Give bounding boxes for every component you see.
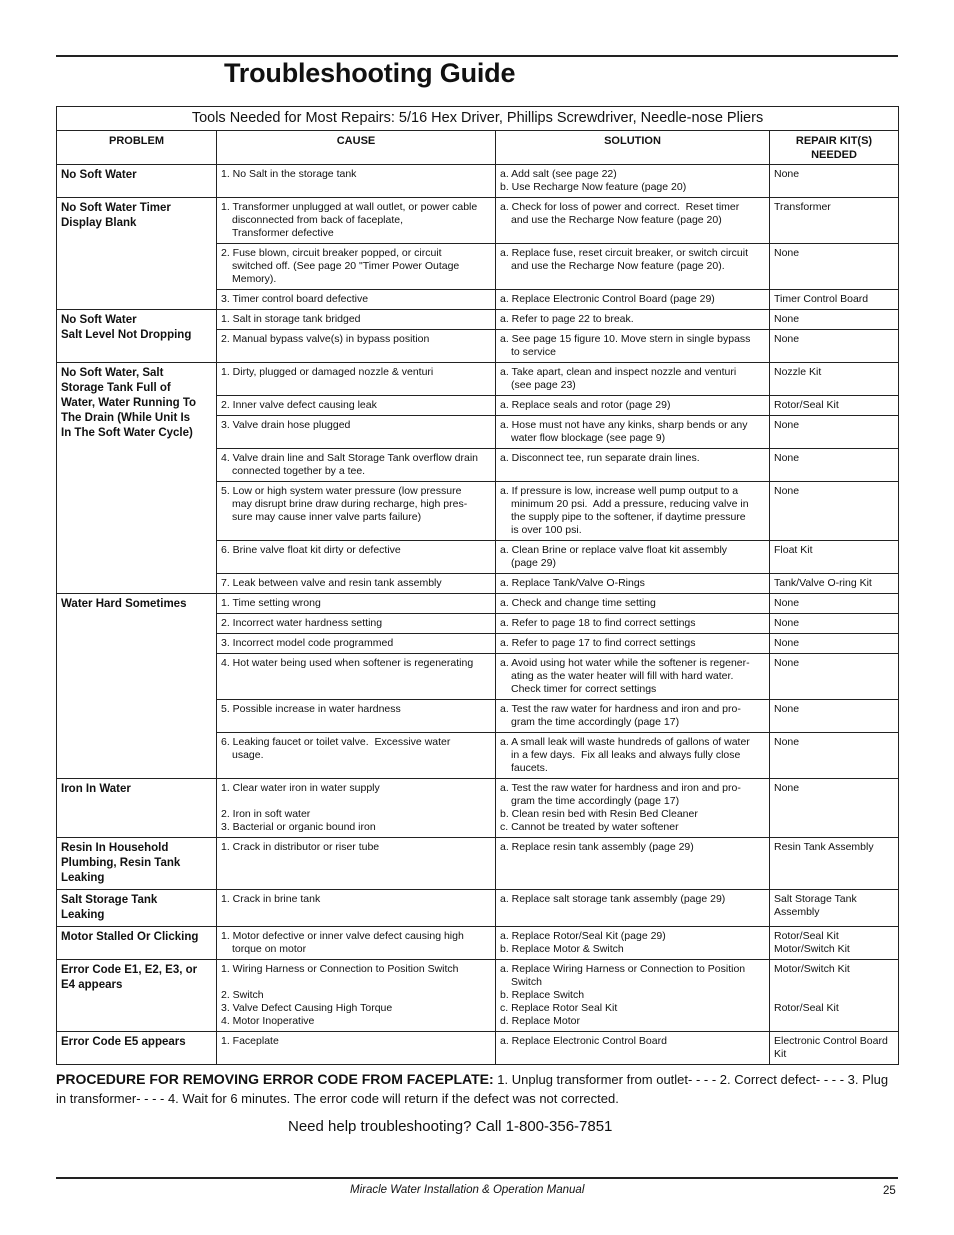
cell-line: Electronic Control Board [774, 1035, 888, 1047]
cell-line: 1. Salt in storage tank bridged [221, 313, 361, 325]
cause-cell [217, 733, 496, 779]
repair-kit-cell [770, 396, 899, 416]
cell-line: connected together by a tee. [232, 465, 366, 477]
table-row [57, 165, 899, 198]
cell-line: None [774, 782, 800, 794]
solution-cell [496, 330, 770, 363]
repair-kit-header-line2: NEEDED [811, 149, 857, 161]
cell-line: (see page 23) [511, 379, 576, 391]
cell-line: 3. Incorrect model code programmed [221, 637, 394, 649]
cell-line: Transformer defective [232, 227, 334, 239]
cell-line: Water, Water Running To [61, 397, 197, 409]
solution-cell [496, 165, 770, 198]
cell-line: 3. Valve drain hose plugged [221, 419, 351, 431]
cell-line: None [774, 617, 800, 629]
solution-cell [496, 310, 770, 330]
cell-line: torque on motor [232, 943, 307, 955]
cell-line: is over 100 psi. [511, 524, 582, 536]
cell-line: None [774, 452, 800, 464]
cell-line: Rotor/Seal Kit [774, 399, 839, 411]
page-title: Troubleshooting Guide [224, 58, 516, 88]
cell-line: Error Code E1, E2, E3, or [61, 964, 198, 976]
cell-line: Assembly [774, 906, 820, 918]
problem-cell [57, 594, 217, 779]
cell-line: 5. Possible increase in water hardness [221, 703, 401, 715]
cell-line: No Soft Water Timer [61, 202, 171, 214]
repair-kit-cell [770, 330, 899, 363]
solution-cell [496, 363, 770, 396]
cell-line: 1. Wiring Harness or Connection to Position Switch [221, 963, 459, 975]
procedure-text: 1. Unplug transformer from outlet- - - - 2. Correct defect- - - - 3. Plug in transformer- - - - 4. Wait for 6 minutes. The error code will return if the defect was not corrected. [56, 1072, 889, 1106]
cell-line: a. Avoid using hot water while the softener is regener- [500, 657, 750, 669]
cell-line: 6. Brine valve float kit dirty or defective [221, 544, 401, 556]
solution-cell [496, 733, 770, 779]
solution-cell [496, 890, 770, 927]
cell-line: None [774, 703, 800, 715]
cell-line: Timer Control Board [774, 293, 869, 305]
cell-line [221, 976, 491, 989]
cause-cell [217, 594, 496, 614]
cell-line: b. Replace Motor & Switch [500, 943, 624, 955]
cell-line: a. Hose must not have any kinks, sharp bends or any [500, 419, 748, 431]
problem-header: PROBLEM [57, 131, 217, 165]
repair-kit-cell [770, 1032, 899, 1065]
cause-cell [217, 416, 496, 449]
cell-line: a. See page 15 figure 10. Move stern in single bypass [500, 333, 751, 345]
cell-line: 2. Iron in soft water [221, 808, 311, 820]
cell-line: Error Code E5 appears [61, 1036, 186, 1048]
cell-line: None [774, 485, 800, 497]
cell-line: c. Cannot be treated by water softener [500, 821, 679, 833]
solution-cell [496, 614, 770, 634]
cell-line: Kit [774, 1048, 787, 1060]
bottom-rule [56, 1177, 898, 1179]
cause-cell [217, 310, 496, 330]
table-row [57, 198, 899, 244]
cause-cell [217, 198, 496, 244]
problem-cell [57, 960, 217, 1032]
cause-cell [217, 700, 496, 733]
table-row [57, 1032, 899, 1065]
cell-line: 4. Motor Inoperative [221, 1015, 315, 1027]
cause-cell [217, 290, 496, 310]
tools-needed: Tools Needed for Most Repairs: 5/16 Hex Driver, Phillips Screwdriver, Needle-nose Pliers [57, 107, 899, 131]
problem-cell [57, 165, 217, 198]
cell-line: 2. Switch [221, 989, 264, 1001]
cause-cell [217, 165, 496, 198]
cell-line: b. Clean resin bed with Resin Bed Cleaner [500, 808, 698, 820]
cell-line: Water Hard Sometimes [61, 598, 187, 610]
cell-line: In The Soft Water Cycle) [61, 427, 193, 439]
cell-line: gram the time accordingly (page 17) [511, 795, 680, 807]
cell-line: 1. Clear water iron in water supply [221, 782, 380, 794]
cell-line: Rotor/Seal Kit [774, 930, 839, 942]
cell-line: 2. Inner valve defect causing leak [221, 399, 377, 411]
cell-line: 3. Timer control board defective [221, 293, 369, 305]
repair-kit-header-line1: REPAIR KIT(S) [795, 135, 873, 147]
cell-line: a. Replace resin tank assembly (page 29) [500, 841, 694, 853]
repair-kit-cell [770, 654, 899, 700]
cell-line: None [774, 419, 800, 431]
cell-line: Motor/Switch Kit [774, 943, 850, 955]
table-row [57, 927, 899, 960]
solution-cell [496, 634, 770, 654]
cell-line: None [774, 637, 800, 649]
repair-kit-cell [770, 634, 899, 654]
repair-kit-cell [770, 927, 899, 960]
cell-line: the supply pipe to the softener, if daytime pressure [511, 511, 746, 523]
cell-line: Iron In Water [61, 783, 131, 795]
cell-line: No Soft Water [61, 314, 137, 326]
cell-line: water flow blockage (see page 9) [511, 432, 666, 444]
cell-line: Tank/Valve O-ring Kit [774, 577, 872, 589]
cell-line: disconnected from back of faceplate, [232, 214, 404, 226]
cell-line: may disrupt brine draw during recharge, high pres- [232, 498, 468, 510]
solution-cell [496, 290, 770, 310]
repair-kit-cell [770, 574, 899, 594]
header-row [57, 131, 899, 165]
solution-cell [496, 927, 770, 960]
repair-kit-cell [770, 482, 899, 541]
cell-line: a. Replace fuse, reset circuit breaker, or switch circuit [500, 247, 749, 259]
solution-cell [496, 244, 770, 290]
cell-line: 1. No Salt in the storage tank [221, 168, 357, 180]
table-row [57, 310, 899, 330]
cell-line: Motor/Switch Kit [774, 963, 850, 975]
cell-line: Motor Stalled Or Clicking [61, 931, 199, 943]
cell-line: a. A small leak will waste hundreds of gallons of water [500, 736, 750, 748]
cause-cell [217, 634, 496, 654]
manual-name: Miracle Water Installation & Operation Manual [350, 1184, 585, 1196]
cell-line: 2. Fuse blown, circuit breaker popped, or circuit [221, 247, 442, 259]
cell-line: Leaking [61, 909, 105, 921]
cell-line: Switch [511, 976, 542, 988]
table-body [57, 165, 899, 1065]
cell-line: Storage Tank Full of [61, 382, 171, 394]
error-code-procedure [56, 1070, 900, 1108]
cell-line: E4 appears [61, 979, 123, 991]
solution-cell [496, 1032, 770, 1065]
cause-cell [217, 1032, 496, 1065]
cell-line [221, 795, 491, 808]
cell-line: a. If pressure is low, increase well pump output to a [500, 485, 739, 497]
cell-line: No Soft Water, Salt [61, 367, 164, 379]
problem-cell [57, 890, 217, 927]
cause-cell [217, 449, 496, 482]
cell-line: 1. Crack in brine tank [221, 893, 321, 905]
cell-line: Plumbing, Resin Tank [61, 857, 181, 869]
cell-line: Leaking [61, 872, 105, 884]
repair-kit-cell [770, 890, 899, 927]
cell-line: a. Test the raw water for hardness and iron and pro- [500, 703, 741, 715]
cell-line: a. Check and change time setting [500, 597, 656, 609]
cell-line: None [774, 597, 800, 609]
page-number: 25 [883, 1185, 896, 1197]
cell-line: Float Kit [774, 544, 813, 556]
cause-cell [217, 363, 496, 396]
cell-line: Nozzle Kit [774, 366, 822, 378]
cell-line: a. Take apart, clean and inspect nozzle and venturi [500, 366, 737, 378]
cause-cell [217, 614, 496, 634]
cell-line: ating as the water heater will fill with hard water. [511, 670, 734, 682]
cell-line: Salt Storage Tank [774, 893, 857, 905]
cell-line: 4. Valve drain line and Salt Storage Tank overflow drain [221, 452, 479, 464]
solution-header: SOLUTION [496, 131, 770, 165]
cell-line: b. Use Recharge Now feature (page 20) [500, 181, 687, 193]
solution-cell [496, 960, 770, 1032]
cell-line: gram the time accordingly (page 17) [511, 716, 680, 728]
cell-line: No Soft Water [61, 169, 137, 181]
cause-cell [217, 574, 496, 594]
solution-cell [496, 779, 770, 838]
cell-line: a. Refer to page 18 to find correct settings [500, 617, 696, 629]
cell-line: a. Test the raw water for hardness and iron and pro- [500, 782, 741, 794]
cell-line: and use the Recharge Now feature (page 20) [511, 214, 722, 226]
cause-cell [217, 482, 496, 541]
cause-header: CAUSE [217, 131, 496, 165]
cell-line: switched off. (See page 20 "Timer Power Outage [232, 260, 460, 272]
cell-line: None [774, 657, 800, 669]
cause-cell [217, 654, 496, 700]
cell-line: (page 29) [511, 557, 556, 569]
repair-kit-cell [770, 416, 899, 449]
repair-kit-cell [770, 700, 899, 733]
repair-kit-cell [770, 541, 899, 574]
cell-line: 1. Motor defective or inner valve defect causing high [221, 930, 464, 942]
cell-line: 3. Valve Defect Causing High Torque [221, 1002, 393, 1014]
cell-line: 7. Leak between valve and resin tank assembly [221, 577, 442, 589]
solution-cell [496, 700, 770, 733]
cell-line: 1. Time setting wrong [221, 597, 321, 609]
cell-line: a. Clean Brine or replace valve float kit assembly [500, 544, 728, 556]
cell-line: None [774, 168, 800, 180]
cell-line: d. Replace Motor [500, 1015, 580, 1027]
table-row [57, 890, 899, 927]
cell-line: 1. Transformer unplugged at wall outlet, or power cable [221, 201, 478, 213]
cell-line: 5. Low or high system water pressure (low pressure [221, 485, 462, 497]
problem-cell [57, 779, 217, 838]
cell-line: a. Disconnect tee, run separate drain lines. [500, 452, 700, 464]
cell-line: None [774, 313, 800, 325]
cell-line: 1. Faceplate [221, 1035, 279, 1047]
procedure-heading: PROCEDURE FOR REMOVING ERROR CODE FROM FACEPLATE: [56, 1071, 494, 1087]
table-row [57, 594, 899, 614]
cell-line: None [774, 736, 800, 748]
cell-line: 2. Manual bypass valve(s) in bypass position [221, 333, 430, 345]
cell-line: b. Replace Switch [500, 989, 585, 1001]
problem-cell [57, 310, 217, 363]
cell-line: 2. Incorrect water hardness setting [221, 617, 383, 629]
cell-line: a. Replace Rotor/Seal Kit (page 29) [500, 930, 666, 942]
table-row [57, 960, 899, 1032]
cell-line: c. Replace Rotor Seal Kit [500, 1002, 618, 1014]
repair-kit-cell [770, 290, 899, 310]
solution-cell [496, 482, 770, 541]
cell-line: a. Replace Wiring Harness or Connection to Position [500, 963, 746, 975]
repair-kit-cell [770, 594, 899, 614]
table-row [57, 363, 899, 396]
cell-line: 1. Dirty, plugged or damaged nozzle & venturi [221, 366, 434, 378]
repair-kit-cell [770, 838, 899, 890]
cell-line: Rotor/Seal Kit [774, 1002, 839, 1014]
solution-cell [496, 416, 770, 449]
cause-cell [217, 244, 496, 290]
repair-kit-cell [770, 310, 899, 330]
cell-line: minimum 20 psi. Add a pressure, reducing valve in [511, 498, 749, 510]
cause-cell [217, 838, 496, 890]
cell-line: to service [511, 346, 556, 358]
cell-line: usage. [232, 749, 264, 761]
cell-line: None [774, 247, 800, 259]
table-row [57, 779, 899, 838]
solution-cell [496, 396, 770, 416]
problem-cell [57, 1032, 217, 1065]
table-row [57, 838, 899, 890]
repair-kit-cell [770, 960, 899, 1032]
cell-line: Resin In Household [61, 842, 169, 854]
repair-kit-cell [770, 779, 899, 838]
problem-cell [57, 838, 217, 890]
cause-cell [217, 890, 496, 927]
cell-line: a. Check for loss of power and correct. Reset timer [500, 201, 740, 213]
solution-cell [496, 654, 770, 700]
cell-line: and use the Recharge Now feature (page 20). [511, 260, 725, 272]
cause-cell [217, 396, 496, 416]
cause-cell [217, 927, 496, 960]
repair-kit-cell [770, 244, 899, 290]
cell-line: 6. Leaking faucet or toilet valve. Excessive water [221, 736, 451, 748]
top-rule [56, 55, 898, 57]
cause-cell [217, 779, 496, 838]
cell-line: None [774, 333, 800, 345]
cell-line: Display Blank [61, 217, 137, 229]
solution-cell [496, 198, 770, 244]
cell-line [774, 989, 894, 1002]
troubleshooting-table [56, 106, 899, 1065]
solution-cell [496, 541, 770, 574]
cell-line: Salt Level Not Dropping [61, 329, 192, 341]
repair-kit-cell [770, 733, 899, 779]
repair-kit-cell [770, 363, 899, 396]
solution-cell [496, 449, 770, 482]
cell-line: a. Replace Electronic Control Board (page 29) [500, 293, 715, 305]
cell-line: a. Add salt (see page 22) [500, 168, 617, 180]
solution-cell [496, 574, 770, 594]
cell-line: a. Replace seals and rotor (page 29) [500, 399, 671, 411]
repair-kit-header [770, 131, 899, 165]
cell-line: a. Replace Electronic Control Board [500, 1035, 667, 1047]
cell-line: 1. Crack in distributor or riser tube [221, 841, 380, 853]
problem-cell [57, 198, 217, 310]
tools-row [57, 107, 899, 131]
repair-kit-cell [770, 198, 899, 244]
cell-line: Resin Tank Assembly [774, 841, 874, 853]
cell-line: a. Refer to page 17 to find correct settings [500, 637, 696, 649]
cell-line: a. Replace salt storage tank assembly (page 29) [500, 893, 726, 905]
cell-line: Check timer for correct settings [511, 683, 657, 695]
solution-cell [496, 838, 770, 890]
cell-line: 4. Hot water being used when softener is regenerating [221, 657, 474, 669]
repair-kit-cell [770, 165, 899, 198]
cell-line: a. Replace Tank/Valve O-Rings [500, 577, 645, 589]
help-line: Need help troubleshooting? Call 1-800-356-7851 [288, 1118, 613, 1135]
cell-line: Salt Storage Tank [61, 894, 158, 906]
problem-cell [57, 927, 217, 960]
solution-cell [496, 594, 770, 614]
cell-line: 3. Bacterial or organic bound iron [221, 821, 376, 833]
cell-line: Transformer [774, 201, 831, 213]
cell-line [774, 976, 894, 989]
cell-line: The Drain (While Unit Is [61, 412, 191, 424]
cause-cell [217, 541, 496, 574]
problem-cell [57, 363, 217, 594]
repair-kit-cell [770, 614, 899, 634]
cell-line: Memory). [232, 273, 277, 285]
cause-cell [217, 330, 496, 363]
cell-line: a. Refer to page 22 to break. [500, 313, 634, 325]
repair-kit-cell [770, 449, 899, 482]
cell-line: faucets. [511, 762, 548, 774]
cell-line: in a few days. Fix all leaks and always fully close [511, 749, 741, 761]
cell-line: sure may cause inner valve parts failure) [232, 511, 422, 523]
cause-cell [217, 960, 496, 1032]
